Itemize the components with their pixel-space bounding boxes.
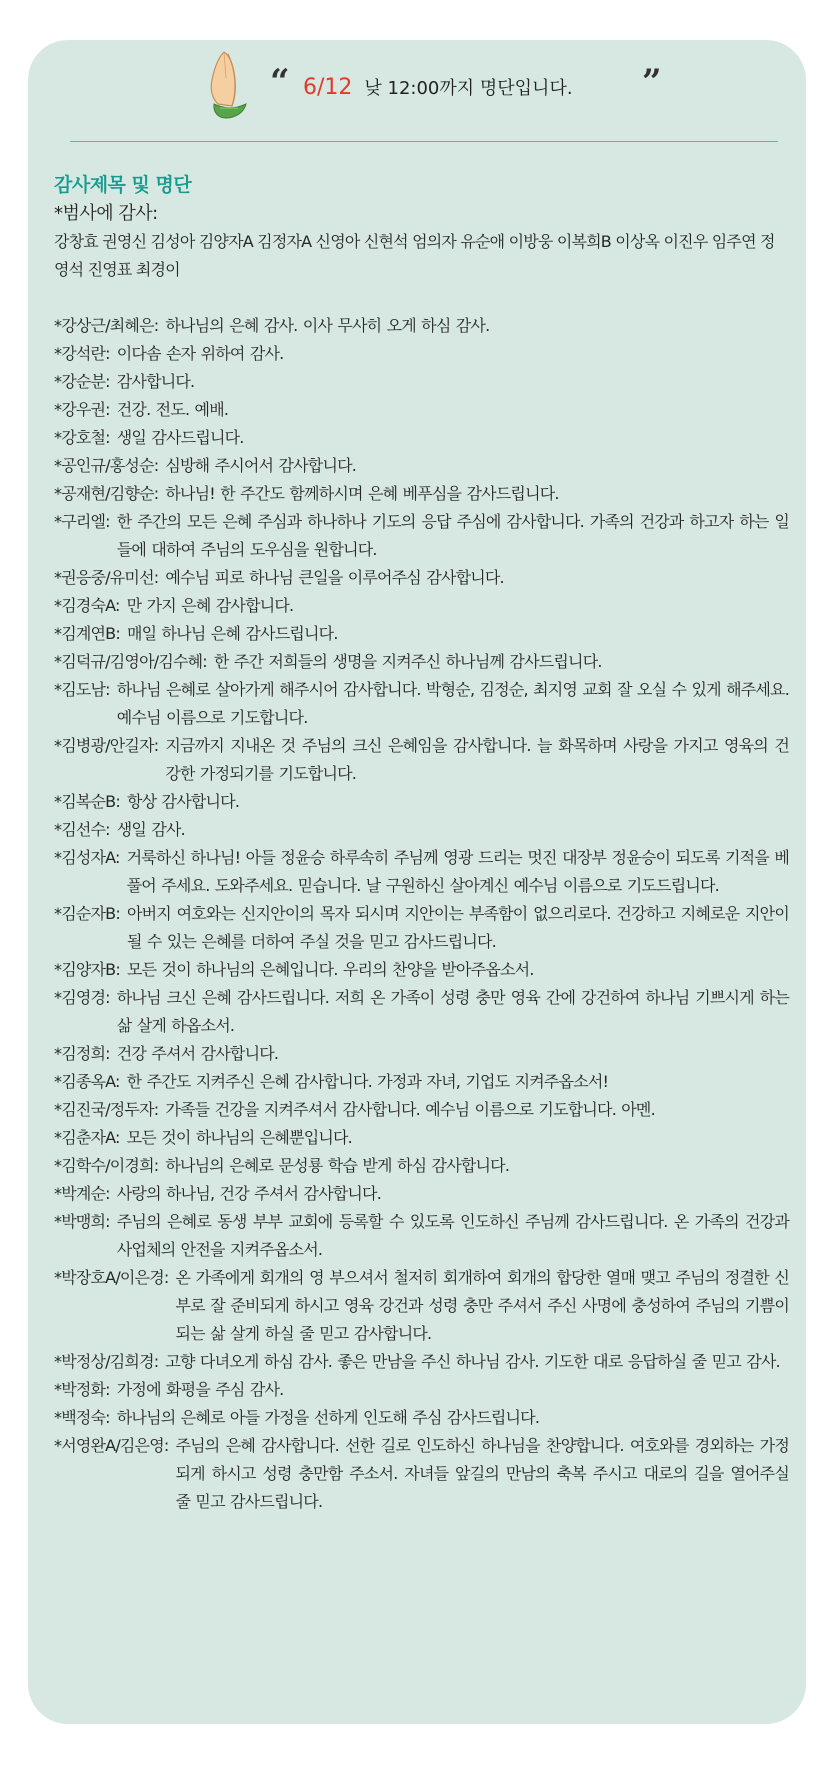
entry-name: *김순자B: [54, 904, 120, 923]
entry-item [54, 984, 789, 1040]
entry-name: *강상근/최혜은: [54, 316, 159, 335]
entry-name: *박맹희: [54, 1212, 110, 1231]
entry-text: 생일 감사. [116, 820, 185, 839]
entry-item [54, 1432, 789, 1516]
entry-item [54, 592, 789, 620]
entry-text: 모든 것이 하나님의 은혜입니다. 우리의 찬양을 받아주옵소서. [126, 960, 534, 979]
entry-text: 예수님 피로 하나님 큰일을 이루어주심 감사합니다. [165, 568, 504, 587]
sub-title: *범사에 감사: [54, 203, 158, 224]
entry-text: 매일 하나님 은혜 감사드립니다. [126, 624, 338, 643]
entry-name: *백정숙: [54, 1408, 110, 1427]
entry-name: *강석란: [54, 344, 110, 363]
praying-hands-icon [204, 48, 250, 124]
entry-list [54, 312, 789, 1516]
entry-item [54, 1376, 789, 1404]
prayer-card [28, 40, 806, 1724]
entry-text: 모든 것이 하나님의 은혜뿐입니다. [126, 1128, 352, 1147]
entry-text: 가족들 건강을 지켜주셔서 감사합니다. 예수님 이름으로 기도합니다. 아멘. [165, 1100, 655, 1119]
entry-text: 주님의 은혜로 동생 부부 교회에 등록할 수 있도록 인도하신 주님께 감사드립니다. 온 가족의 건강과 사업체의 안전을 지켜주옵소서. [116, 1212, 789, 1259]
entry-item [54, 452, 789, 480]
entry-name: *강우권: [54, 400, 110, 419]
entry-text: 심방해 주시어서 감사합니다. [165, 456, 357, 475]
section-title: 감사제목 및 명단 [54, 174, 192, 196]
entry-text: 하나님 크신 은혜 감사드립니다. 저희 온 가족이 성령 충만 영육 간에 강건하여 하나님 기쁘시게 하는 삶 살게 하옵소서. [116, 988, 789, 1035]
entry-text: 가정에 화평을 주심 감사. [116, 1380, 284, 1399]
thanksgiving-names: 강창효 권영신 김성아 김양자A 김정자A 신영아 신현석 엄의자 유순애 이방웅 이복희B 이상옥 이진우 임주연 정영석 진영표 최경이 [54, 232, 775, 279]
entry-name: *강순분: [54, 372, 110, 391]
entry-name: *김성자A: [54, 848, 120, 867]
entry-text: 하나님 은혜로 살아가게 해주시어 감사합니다. 박형순, 김정순, 최지영 교회 잘 오실 수 있게 해주세요. 예수님 이름으로 기도합니다. [116, 680, 789, 727]
entry-name: *서영완A/김은영: [54, 1436, 169, 1455]
entry-name: *박계순: [54, 1184, 110, 1203]
entry-item [54, 1152, 789, 1180]
entry-item [54, 648, 789, 676]
entry-item [54, 844, 789, 900]
entry-text: 거룩하신 하나님! 아들 정윤승 하루속히 주님께 영광 드리는 멋진 대장부 정윤승이 되도록 기적을 베풀어 주세요. 도와주세요. 믿습니다. 날 구원하신 살아계신 예수님 이름으로 기도드립니다. [126, 848, 789, 895]
entry-text: 주님의 은혜 감사합니다. 선한 길로 인도하신 하나님을 찬양합니다. 여호와를 경외하는 가정되게 하시고 성령 충만함 주소서. 자녀들 앞길의 만남의 축복 주시고 대로의 길을 열어주실 줄 믿고 감사드립니다. [175, 1436, 789, 1511]
entry-name: *김진국/정두자: [54, 1100, 159, 1119]
entry-item [54, 1180, 789, 1208]
entry-item [54, 1068, 789, 1096]
entry-text: 하나님의 은혜로 문성룡 학습 받게 하심 감사합니다. [165, 1156, 510, 1175]
entry-item [54, 1264, 789, 1348]
entry-name: *김춘자A: [54, 1128, 120, 1147]
entry-name: *공재현/김향순: [54, 484, 159, 503]
entry-text: 하나님의 은혜로 아들 가정을 선하게 인도해 주심 감사드립니다. [116, 1408, 540, 1427]
entry-text: 이다솜 손자 위하여 감사. [116, 344, 284, 363]
entry-item [54, 312, 789, 340]
entry-name: *권응중/유미선: [54, 568, 159, 587]
entry-item [54, 1208, 789, 1264]
entry-text: 사랑의 하나님, 건강 주셔서 감사합니다. [116, 1184, 381, 1203]
entry-name: *김복순B: [54, 792, 120, 811]
entry-name: *박장호A/이은경: [54, 1268, 169, 1287]
entry-text: 아버지 여호와는 신지안이의 목자 되시며 지안이는 부족함이 없으리로다. 건강하고 지혜로운 지안이 될 수 있는 은혜를 더하여 주실 것을 믿고 감사드립니다. [126, 904, 789, 951]
entry-text: 지금까지 지내온 것 주님의 크신 은혜임을 감사합니다. 늘 화목하며 사랑을 가지고 영육의 건강한 가정되기를 기도합니다. [165, 736, 789, 783]
entry-item [54, 1348, 789, 1376]
entry-text: 하나님의 은혜 감사. 이사 무사히 오게 하심 감사. [165, 316, 490, 335]
entry-name: *공인규/홍성순: [54, 456, 159, 475]
entry-item [54, 956, 789, 984]
entry-item [54, 564, 789, 592]
entry-name: *구리엘: [54, 512, 110, 531]
entry-text: 한 주간도 지켜주신 은혜 감사합니다. 가정과 자녀, 기업도 지켜주옵소서! [126, 1072, 609, 1091]
entry-text: 생일 감사드립니다. [116, 428, 244, 447]
entry-text: 한 주간의 모든 은혜 주심과 하나하나 기도의 응답 주심에 감사합니다. 가족의 건강과 하고자 하는 일들에 대하여 주님의 도우심을 원합니다. [116, 512, 789, 559]
entry-name: *김종옥A: [54, 1072, 120, 1091]
entry-name: *김영경: [54, 988, 110, 1007]
entry-name: *김병광/안길자: [54, 736, 159, 755]
entry-item [54, 1040, 789, 1068]
divider [70, 141, 778, 142]
entry-item [54, 340, 789, 368]
header [28, 40, 806, 140]
entry-item [54, 900, 789, 956]
entry-item [54, 1096, 789, 1124]
deadline-text: 낮 12:00까지 명단입니다. [364, 78, 573, 99]
entry-text: 하나님! 한 주간도 함께하시며 은혜 베푸심을 감사드립니다. [165, 484, 559, 503]
entry-name: *김선수: [54, 820, 110, 839]
entry-item [54, 1404, 789, 1432]
entry-item [54, 368, 789, 396]
entry-name: *김양자B: [54, 960, 120, 979]
entry-item [54, 1124, 789, 1152]
entry-item [54, 788, 789, 816]
entry-name: *강호철: [54, 428, 110, 447]
deadline-notice [303, 74, 573, 100]
entry-name: *박정화: [54, 1380, 110, 1399]
entry-text: 고향 다녀오게 하심 감사. 좋은 만남을 주신 하나님 감사. 기도한 대로 응답하실 줄 믿고 감사. [165, 1352, 780, 1371]
entry-name: *김도남: [54, 680, 110, 699]
entry-item [54, 816, 789, 844]
deadline-date: 6/12 [303, 75, 353, 100]
entry-name: *박정상/김희경: [54, 1352, 159, 1371]
entry-item [54, 676, 789, 732]
entry-item [54, 480, 789, 508]
entry-item [54, 620, 789, 648]
open-quote: “ [270, 62, 290, 102]
entry-text: 한 주간 저희들의 생명을 지켜주신 하나님께 감사드립니다. [213, 652, 602, 671]
entry-text: 만 가지 은혜 감사합니다. [126, 596, 294, 615]
entry-name: *김경숙A: [54, 596, 120, 615]
entry-item [54, 396, 789, 424]
entry-name: *김계연B: [54, 624, 120, 643]
spacer [54, 284, 789, 312]
content [54, 170, 789, 1516]
entry-item [54, 424, 789, 452]
entry-name: *김학수/이경희: [54, 1156, 159, 1175]
close-quote: ” [642, 62, 662, 102]
entry-name: *김정희: [54, 1044, 110, 1063]
entry-item [54, 732, 789, 788]
entry-item [54, 508, 789, 564]
entry-name: *김덕규/김영아/김수혜: [54, 652, 207, 671]
entry-text: 건강 주셔서 감사합니다. [116, 1044, 279, 1063]
entry-text: 건강. 전도. 예배. [116, 400, 229, 419]
entry-text: 감사합니다. [116, 372, 195, 391]
entry-text: 온 가족에게 회개의 영 부으셔서 철저히 회개하여 회개의 합당한 열매 맺고 주님의 정결한 신부로 잘 준비되게 하시고 영육 강건과 성령 충만 주셔서 주신 사명에 충성하여 주님의 기쁨이 되는 삶 살게 하실 줄 믿고 감사합니다. [175, 1268, 789, 1343]
entry-text: 항상 감사합니다. [126, 792, 240, 811]
